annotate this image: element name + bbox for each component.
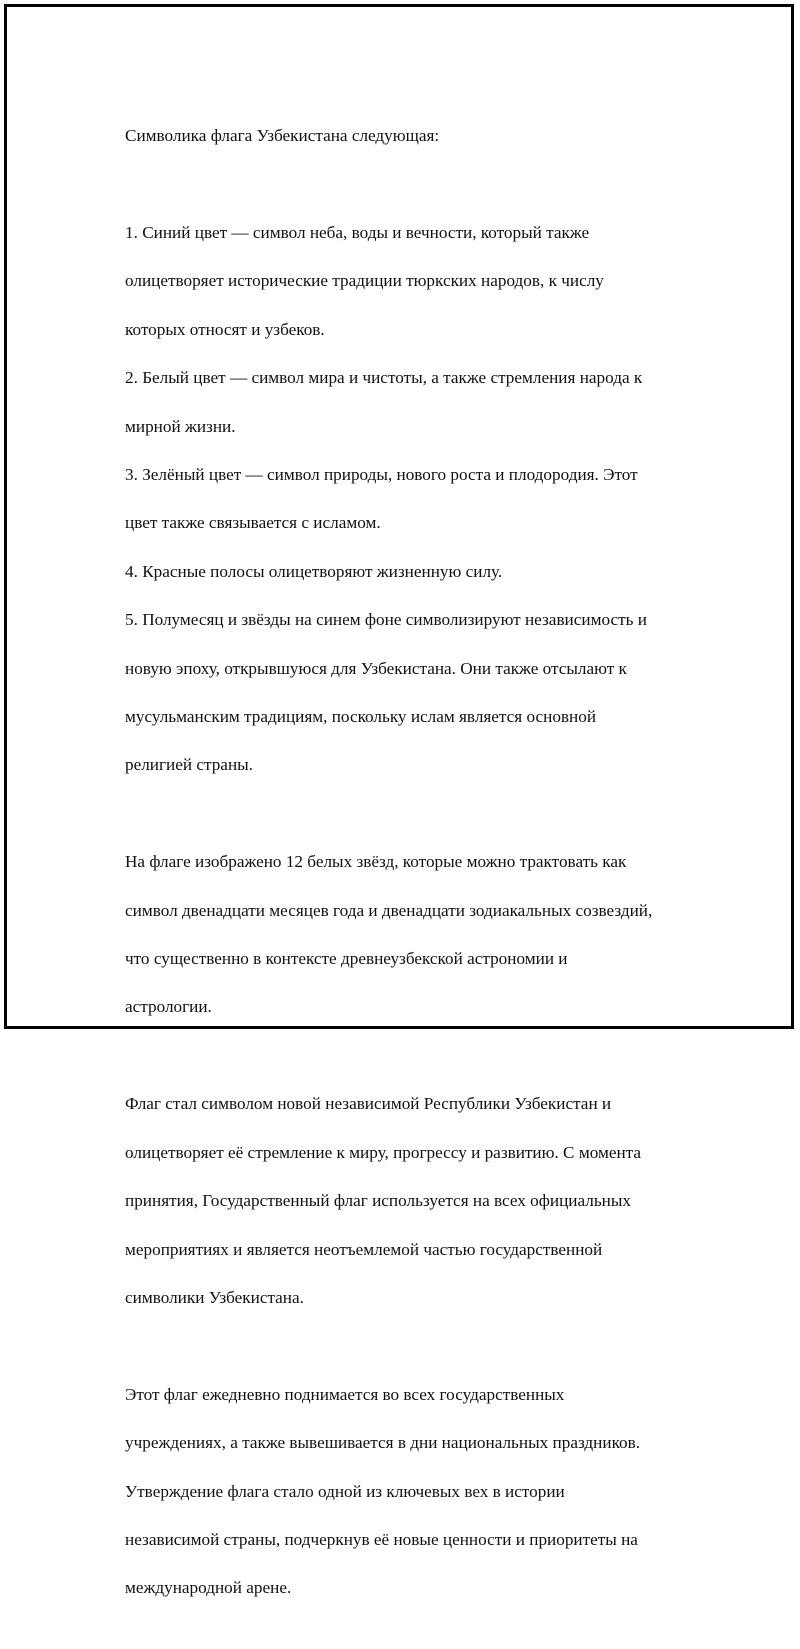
paragraph-line: олицетворяет её стремление к миру, прогрессу и развитию. С момента bbox=[125, 1142, 642, 1162]
paragraph-line: Утверждение флага стало одной из ключевых вех в истории bbox=[125, 1481, 565, 1501]
list-line: 3. Зелёный цвет — символ природы, нового роста и плодородия. Этот bbox=[125, 465, 638, 485]
paragraph-line: учреждениях, а также вывешивается в дни национальных праздников. bbox=[125, 1433, 641, 1453]
paragraph-line: независимой страны, подчеркнув её новые ценности и приоритеты на bbox=[125, 1529, 638, 1549]
paragraph-line: символики Узбекистана. bbox=[125, 1287, 304, 1307]
paragraph-line: астрологии. bbox=[125, 997, 212, 1017]
list-line: которых относят и узбеков. bbox=[125, 319, 325, 339]
list-line: мусульманским традициям, поскольку ислам является основной bbox=[125, 707, 597, 727]
paragraph-line: принятия, Государственный флаг используется на всех официальных bbox=[125, 1191, 632, 1211]
paragraph-line: мероприятиях и является неотъемлемой частью государственной bbox=[125, 1239, 603, 1259]
list-line: олицетворяет исторические традиции тюркских народов, к числу bbox=[125, 271, 604, 291]
list-line: мирной жизни. bbox=[125, 416, 236, 436]
list-line: 2. Белый цвет — символ мира и чистоты, а также стремления народа к bbox=[125, 368, 643, 388]
list-line: религией страны. bbox=[125, 755, 253, 775]
document-body bbox=[125, 100, 725, 1649]
list-line: новую эпоху, открывшуюся для Узбекистана. Они также отсылают к bbox=[125, 658, 627, 678]
document-heading bbox=[125, 100, 725, 173]
flag-colors-list bbox=[125, 197, 725, 802]
list-line: 1. Синий цвет — символ неба, воды и вечности, который также bbox=[125, 223, 590, 242]
paragraph-independence bbox=[125, 1068, 725, 1334]
paragraph-line: что существенно в контексте древнеузбекской астрономии и bbox=[125, 949, 568, 969]
heading-line: Символика флага Узбекистана следующая: bbox=[125, 126, 440, 146]
list-line: цвет также связывается с исламом. bbox=[125, 513, 381, 533]
paragraph-line: Флаг стал символом новой независимой Республики Узбекистан и bbox=[125, 1094, 612, 1114]
paragraph-line: международной арене. bbox=[125, 1578, 292, 1598]
paragraph-daily bbox=[125, 1359, 725, 1625]
paragraph-line: Этот флаг ежедневно поднимается во всех государственных bbox=[125, 1384, 565, 1404]
paragraph-line: символ двенадцати месяцев года и двенадцати зодиакальных созвездий, bbox=[125, 900, 653, 920]
page-frame bbox=[4, 4, 794, 1598]
list-line: 4. Красные полосы олицетворяют жизненную силу. bbox=[125, 561, 503, 581]
paragraph-line: На флаге изображено 12 белых звёзд, которые можно трактовать как bbox=[125, 852, 627, 872]
paragraph-stars bbox=[125, 826, 725, 1044]
list-line: 5. Полумесяц и звёзды на синем фоне символизируют независимость и bbox=[125, 610, 647, 630]
